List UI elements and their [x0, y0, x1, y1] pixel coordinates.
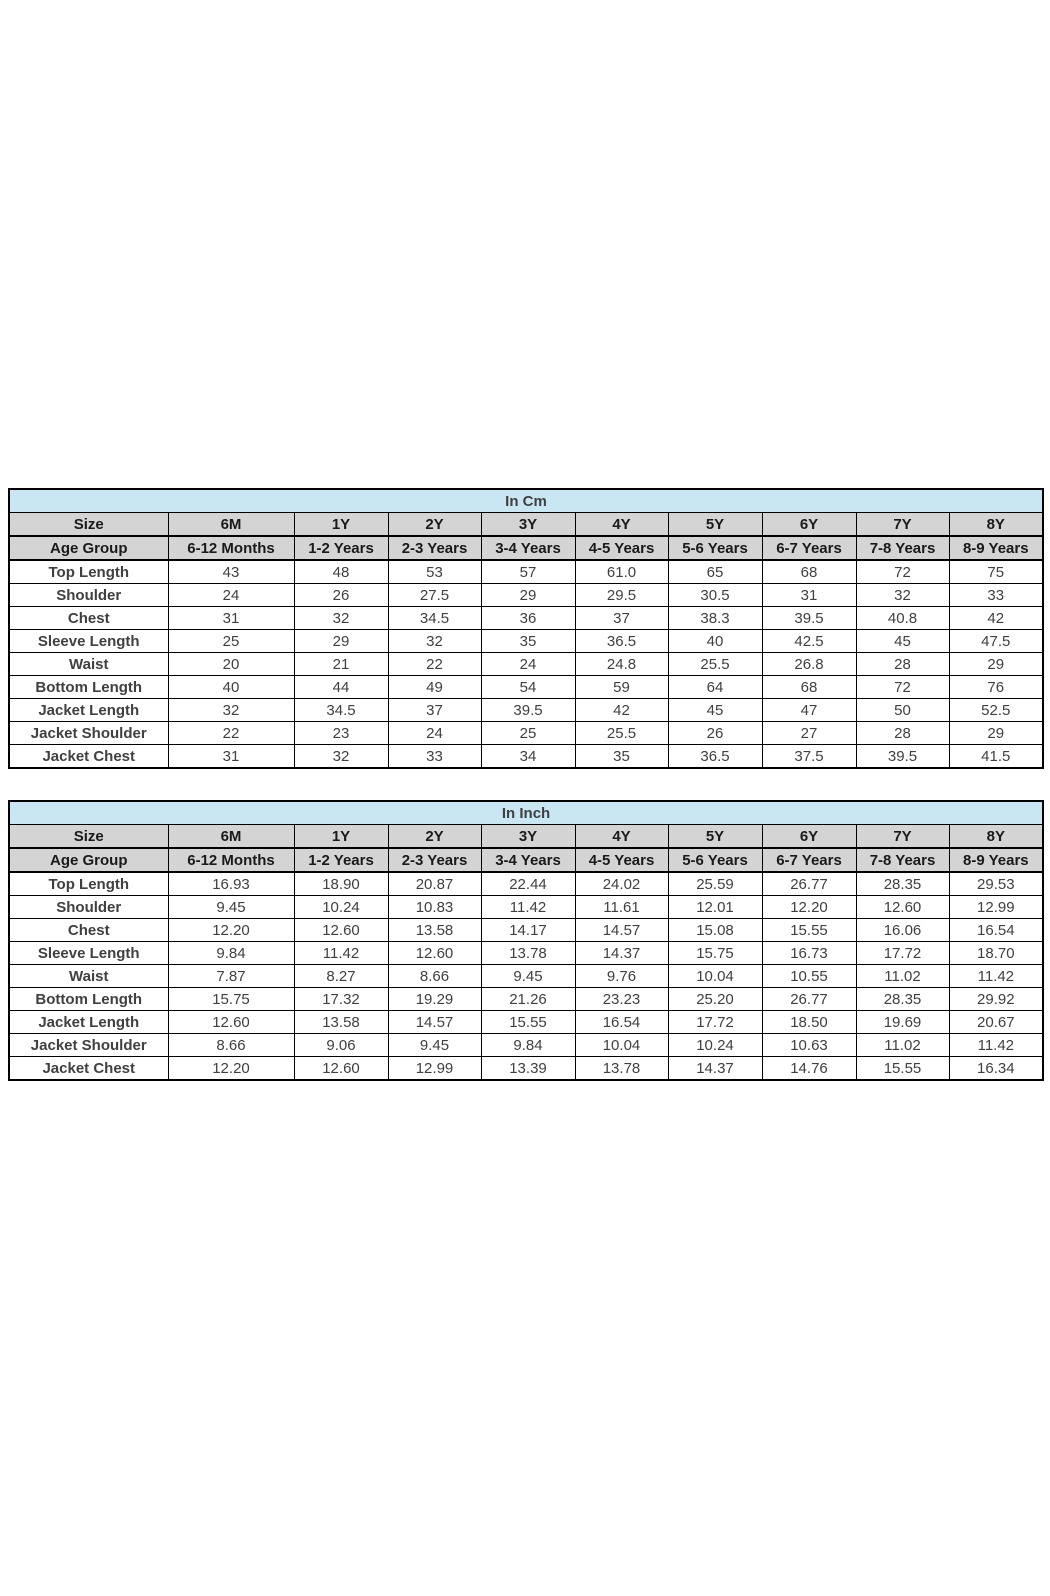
size-column-header: 3Y	[481, 513, 575, 537]
table-row	[9, 988, 1043, 1011]
size-column-header: 8Y	[949, 825, 1043, 849]
measurement-value-cell: 72	[856, 560, 949, 584]
size-column-header: 6Y	[762, 825, 856, 849]
table-row	[9, 584, 1043, 607]
measurement-value-cell: 10.04	[575, 1034, 668, 1057]
measurement-value-cell: 9.84	[168, 942, 294, 965]
measurement-value-cell: 19.69	[856, 1011, 949, 1034]
measurement-value-cell: 29.92	[949, 988, 1043, 1011]
age-group-column-header: 3-4 Years	[481, 536, 575, 560]
measurement-value-cell: 39.5	[762, 607, 856, 630]
measurement-value-cell: 65	[668, 560, 762, 584]
measurement-value-cell: 21.26	[481, 988, 575, 1011]
measurement-value-cell: 12.60	[856, 896, 949, 919]
measurement-value-cell: 25.20	[668, 988, 762, 1011]
measurement-value-cell: 29	[949, 722, 1043, 745]
table-row	[9, 942, 1043, 965]
age-group-header-label: Age Group	[9, 536, 168, 560]
table-row	[9, 630, 1043, 653]
table-row	[9, 607, 1043, 630]
size-column-header: 7Y	[856, 825, 949, 849]
measurement-value-cell: 34.5	[388, 607, 481, 630]
table-row	[9, 965, 1043, 988]
measurement-value-cell: 21	[294, 653, 388, 676]
size-header-label: Size	[9, 825, 168, 849]
measurement-value-cell: 41.5	[949, 745, 1043, 769]
measurement-value-cell: 16.06	[856, 919, 949, 942]
size-column-header: 1Y	[294, 825, 388, 849]
table-title-row	[9, 801, 1043, 825]
table-row	[9, 1034, 1043, 1057]
measurement-value-cell: 12.60	[168, 1011, 294, 1034]
measurement-value-cell: 9.76	[575, 965, 668, 988]
measurement-value-cell: 26.8	[762, 653, 856, 676]
measurement-value-cell: 25.59	[668, 872, 762, 896]
table-row	[9, 676, 1043, 699]
measurement-value-cell: 42	[949, 607, 1043, 630]
measurement-value-cell: 40	[668, 630, 762, 653]
table-row	[9, 896, 1043, 919]
measurement-row-label: Bottom Length	[9, 676, 168, 699]
measurement-value-cell: 9.06	[294, 1034, 388, 1057]
measurement-value-cell: 31	[168, 607, 294, 630]
age-group-column-header: 8-9 Years	[949, 536, 1043, 560]
size-column-header: 2Y	[388, 513, 481, 537]
measurement-value-cell: 47.5	[949, 630, 1043, 653]
measurement-value-cell: 28	[856, 653, 949, 676]
measurement-value-cell: 33	[388, 745, 481, 769]
measurement-value-cell: 12.60	[294, 919, 388, 942]
measurement-value-cell: 28.35	[856, 988, 949, 1011]
age-group-column-header: 3-4 Years	[481, 848, 575, 872]
measurement-value-cell: 11.02	[856, 1034, 949, 1057]
table-row	[9, 1057, 1043, 1081]
measurement-value-cell: 25.5	[668, 653, 762, 676]
measurement-value-cell: 53	[388, 560, 481, 584]
measurement-value-cell: 32	[294, 745, 388, 769]
measurement-value-cell: 14.37	[668, 1057, 762, 1081]
measurement-value-cell: 17.32	[294, 988, 388, 1011]
measurement-value-cell: 76	[949, 676, 1043, 699]
age-group-column-header: 2-3 Years	[388, 536, 481, 560]
measurement-value-cell: 23.23	[575, 988, 668, 1011]
measurement-value-cell: 72	[856, 676, 949, 699]
size-column-header: 2Y	[388, 825, 481, 849]
age-group-header-label: Age Group	[9, 848, 168, 872]
measurement-value-cell: 52.5	[949, 699, 1043, 722]
size-column-header: 3Y	[481, 825, 575, 849]
age-group-column-header: 8-9 Years	[949, 848, 1043, 872]
measurement-value-cell: 17.72	[668, 1011, 762, 1034]
measurement-value-cell: 68	[762, 560, 856, 584]
measurement-value-cell: 32	[388, 630, 481, 653]
size-column-header: 6M	[168, 513, 294, 537]
measurement-value-cell: 29.5	[575, 584, 668, 607]
measurement-value-cell: 61.0	[575, 560, 668, 584]
measurement-value-cell: 22	[388, 653, 481, 676]
measurement-value-cell: 37	[575, 607, 668, 630]
table-row	[9, 560, 1043, 584]
measurement-value-cell: 10.24	[294, 896, 388, 919]
measurement-value-cell: 16.93	[168, 872, 294, 896]
size-column-header: 5Y	[668, 513, 762, 537]
measurement-value-cell: 16.73	[762, 942, 856, 965]
size-column-header: 7Y	[856, 513, 949, 537]
measurement-value-cell: 27.5	[388, 584, 481, 607]
measurement-value-cell: 9.84	[481, 1034, 575, 1057]
measurement-value-cell: 45	[668, 699, 762, 722]
measurement-value-cell: 8.66	[168, 1034, 294, 1057]
measurement-value-cell: 14.17	[481, 919, 575, 942]
measurement-value-cell: 36.5	[668, 745, 762, 769]
size-column-header: 6Y	[762, 513, 856, 537]
measurement-value-cell: 12.01	[668, 896, 762, 919]
age-group-column-header: 7-8 Years	[856, 536, 949, 560]
measurement-value-cell: 11.61	[575, 896, 668, 919]
table-row	[9, 745, 1043, 769]
measurement-row-label: Sleeve Length	[9, 630, 168, 653]
measurement-value-cell: 10.55	[762, 965, 856, 988]
measurement-value-cell: 24	[388, 722, 481, 745]
measurement-value-cell: 75	[949, 560, 1043, 584]
measurement-value-cell: 45	[856, 630, 949, 653]
age-group-column-header: 6-7 Years	[762, 536, 856, 560]
size-column-header: 5Y	[668, 825, 762, 849]
table-title: In Cm	[9, 489, 1043, 513]
measurement-value-cell: 35	[481, 630, 575, 653]
measurement-value-cell: 9.45	[481, 965, 575, 988]
measurement-value-cell: 33	[949, 584, 1043, 607]
measurement-value-cell: 11.42	[949, 965, 1043, 988]
age-group-column-header: 5-6 Years	[668, 848, 762, 872]
age-group-column-header: 6-12 Months	[168, 848, 294, 872]
measurement-value-cell: 37.5	[762, 745, 856, 769]
measurement-value-cell: 12.99	[388, 1057, 481, 1081]
measurement-value-cell: 26.77	[762, 988, 856, 1011]
measurement-value-cell: 15.55	[762, 919, 856, 942]
measurement-value-cell: 31	[762, 584, 856, 607]
measurement-value-cell: 59	[575, 676, 668, 699]
measurement-value-cell: 18.90	[294, 872, 388, 896]
measurement-value-cell: 39.5	[481, 699, 575, 722]
measurement-row-label: Chest	[9, 607, 168, 630]
measurement-value-cell: 39.5	[856, 745, 949, 769]
measurement-value-cell: 20.87	[388, 872, 481, 896]
measurement-value-cell: 12.99	[949, 896, 1043, 919]
measurement-row-label: Sleeve Length	[9, 942, 168, 965]
measurement-value-cell: 26	[668, 722, 762, 745]
measurement-value-cell: 29.53	[949, 872, 1043, 896]
measurement-row-label: Jacket Chest	[9, 745, 168, 769]
measurement-value-cell: 50	[856, 699, 949, 722]
measurement-row-label: Shoulder	[9, 896, 168, 919]
measurement-value-cell: 13.39	[481, 1057, 575, 1081]
measurement-value-cell: 15.75	[668, 942, 762, 965]
size-column-header: 4Y	[575, 513, 668, 537]
measurement-value-cell: 36	[481, 607, 575, 630]
measurement-value-cell: 8.66	[388, 965, 481, 988]
measurement-value-cell: 64	[668, 676, 762, 699]
measurement-row-label: Bottom Length	[9, 988, 168, 1011]
measurement-value-cell: 10.04	[668, 965, 762, 988]
measurement-value-cell: 16.54	[575, 1011, 668, 1034]
size-header-row	[9, 513, 1043, 537]
age-group-column-header: 2-3 Years	[388, 848, 481, 872]
measurement-row-label: Jacket Shoulder	[9, 722, 168, 745]
measurement-value-cell: 24	[168, 584, 294, 607]
measurement-value-cell: 18.50	[762, 1011, 856, 1034]
measurement-value-cell: 36.5	[575, 630, 668, 653]
measurement-value-cell: 38.3	[668, 607, 762, 630]
size-chart-inch-table	[8, 800, 1044, 1081]
measurement-value-cell: 32	[168, 699, 294, 722]
measurement-value-cell: 28	[856, 722, 949, 745]
measurement-value-cell: 57	[481, 560, 575, 584]
measurement-value-cell: 13.78	[481, 942, 575, 965]
age-group-column-header: 7-8 Years	[856, 848, 949, 872]
measurement-value-cell: 19.29	[388, 988, 481, 1011]
measurement-value-cell: 47	[762, 699, 856, 722]
measurement-row-label: Jacket Shoulder	[9, 1034, 168, 1057]
measurement-value-cell: 13.58	[294, 1011, 388, 1034]
measurement-value-cell: 32	[856, 584, 949, 607]
age-group-header-row	[9, 848, 1043, 872]
table-row	[9, 872, 1043, 896]
measurement-value-cell: 29	[481, 584, 575, 607]
measurement-value-cell: 29	[294, 630, 388, 653]
size-column-header: 6M	[168, 825, 294, 849]
measurement-value-cell: 43	[168, 560, 294, 584]
measurement-value-cell: 31	[168, 745, 294, 769]
measurement-value-cell: 54	[481, 676, 575, 699]
measurement-value-cell: 42.5	[762, 630, 856, 653]
measurement-value-cell: 13.78	[575, 1057, 668, 1081]
measurement-value-cell: 16.34	[949, 1057, 1043, 1081]
measurement-row-label: Jacket Chest	[9, 1057, 168, 1081]
table-row	[9, 722, 1043, 745]
measurement-value-cell: 10.83	[388, 896, 481, 919]
measurement-value-cell: 48	[294, 560, 388, 584]
measurement-value-cell: 14.57	[388, 1011, 481, 1034]
age-group-column-header: 4-5 Years	[575, 536, 668, 560]
measurement-row-label: Jacket Length	[9, 1011, 168, 1034]
measurement-value-cell: 11.42	[481, 896, 575, 919]
measurement-value-cell: 8.27	[294, 965, 388, 988]
measurement-value-cell: 12.60	[388, 942, 481, 965]
age-group-header-row	[9, 536, 1043, 560]
measurement-value-cell: 25.5	[575, 722, 668, 745]
measurement-value-cell: 22	[168, 722, 294, 745]
measurement-value-cell: 15.08	[668, 919, 762, 942]
measurement-row-label: Jacket Length	[9, 699, 168, 722]
measurement-value-cell: 34.5	[294, 699, 388, 722]
measurement-value-cell: 28.35	[856, 872, 949, 896]
measurement-value-cell: 40.8	[856, 607, 949, 630]
measurement-value-cell: 10.24	[668, 1034, 762, 1057]
size-column-header: 4Y	[575, 825, 668, 849]
measurement-row-label: Top Length	[9, 560, 168, 584]
measurement-value-cell: 25	[481, 722, 575, 745]
measurement-value-cell: 16.54	[949, 919, 1043, 942]
measurement-value-cell: 24.02	[575, 872, 668, 896]
measurement-value-cell: 29	[949, 653, 1043, 676]
measurement-value-cell: 14.57	[575, 919, 668, 942]
table-row	[9, 1011, 1043, 1034]
measurement-value-cell: 12.20	[762, 896, 856, 919]
measurement-value-cell: 11.42	[294, 942, 388, 965]
measurement-row-label: Waist	[9, 965, 168, 988]
measurement-value-cell: 18.70	[949, 942, 1043, 965]
measurement-row-label: Chest	[9, 919, 168, 942]
measurement-value-cell: 26	[294, 584, 388, 607]
measurement-value-cell: 15.55	[481, 1011, 575, 1034]
measurement-value-cell: 10.63	[762, 1034, 856, 1057]
measurement-value-cell: 26.77	[762, 872, 856, 896]
measurement-value-cell: 7.87	[168, 965, 294, 988]
age-group-column-header: 1-2 Years	[294, 848, 388, 872]
measurement-value-cell: 32	[294, 607, 388, 630]
measurement-value-cell: 34	[481, 745, 575, 769]
measurement-value-cell: 17.72	[856, 942, 949, 965]
measurement-value-cell: 68	[762, 676, 856, 699]
measurement-value-cell: 24.8	[575, 653, 668, 676]
age-group-column-header: 1-2 Years	[294, 536, 388, 560]
measurement-value-cell: 23	[294, 722, 388, 745]
size-header-label: Size	[9, 513, 168, 537]
size-header-row	[9, 825, 1043, 849]
measurement-value-cell: 42	[575, 699, 668, 722]
measurement-value-cell: 12.60	[294, 1057, 388, 1081]
measurement-value-cell: 14.37	[575, 942, 668, 965]
measurement-value-cell: 35	[575, 745, 668, 769]
measurement-value-cell: 9.45	[388, 1034, 481, 1057]
size-column-header: 1Y	[294, 513, 388, 537]
measurement-value-cell: 24	[481, 653, 575, 676]
age-group-column-header: 6-7 Years	[762, 848, 856, 872]
measurement-value-cell: 20	[168, 653, 294, 676]
size-column-header: 8Y	[949, 513, 1043, 537]
measurement-value-cell: 49	[388, 676, 481, 699]
measurement-value-cell: 44	[294, 676, 388, 699]
measurement-row-label: Top Length	[9, 872, 168, 896]
measurement-row-label: Waist	[9, 653, 168, 676]
measurement-value-cell: 20.67	[949, 1011, 1043, 1034]
table-row	[9, 653, 1043, 676]
measurement-value-cell: 25	[168, 630, 294, 653]
measurement-value-cell: 12.20	[168, 1057, 294, 1081]
measurement-value-cell: 15.75	[168, 988, 294, 1011]
measurement-value-cell: 27	[762, 722, 856, 745]
age-group-column-header: 6-12 Months	[168, 536, 294, 560]
measurement-row-label: Shoulder	[9, 584, 168, 607]
measurement-value-cell: 11.42	[949, 1034, 1043, 1057]
table-title-row	[9, 489, 1043, 513]
measurement-value-cell: 22.44	[481, 872, 575, 896]
measurement-value-cell: 14.76	[762, 1057, 856, 1081]
measurement-value-cell: 37	[388, 699, 481, 722]
measurement-value-cell: 40	[168, 676, 294, 699]
measurement-value-cell: 30.5	[668, 584, 762, 607]
measurement-value-cell: 11.02	[856, 965, 949, 988]
measurement-value-cell: 9.45	[168, 896, 294, 919]
measurement-value-cell: 12.20	[168, 919, 294, 942]
measurement-value-cell: 15.55	[856, 1057, 949, 1081]
age-group-column-header: 5-6 Years	[668, 536, 762, 560]
table-row	[9, 919, 1043, 942]
size-chart-cm-table	[8, 488, 1044, 769]
table-row	[9, 699, 1043, 722]
measurement-value-cell: 13.58	[388, 919, 481, 942]
age-group-column-header: 4-5 Years	[575, 848, 668, 872]
table-title: In Inch	[9, 801, 1043, 825]
